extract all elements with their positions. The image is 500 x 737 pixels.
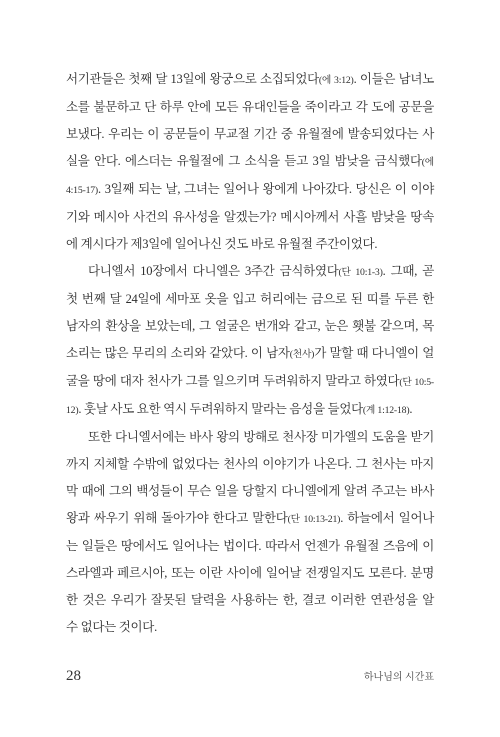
body-text [66, 66, 434, 641]
text-line: 굴을 땅에 대자 천사가 그를 일으키며 두려워하지 말라고 하였다(단 10:5- [66, 374, 434, 388]
text-line: 보냈다. 우리는 이 공문들이 무교절 기간 중 유월절에 발송되었다는 사 [66, 127, 434, 141]
parenthetical-text: (단 10:1-3) [338, 267, 383, 278]
parenthetical-text: (단 10:13-21) [287, 514, 341, 525]
parenthetical-text: 12) [66, 405, 79, 416]
text-line: 남자의 환상을 보았는데, 그 얼굴은 번개와 같고, 눈은 횃불 같으며, 목 [66, 319, 434, 333]
parenthetical-text: (에 [421, 157, 434, 168]
parenthetical-text: (단 10:5- [399, 377, 434, 388]
text-line: 까지 지체할 수밖에 없었다는 천사의 이야기가 나온다. 그 천사는 마지 [66, 457, 434, 471]
page-number: 28 [66, 668, 81, 684]
text-line: 또한 다니엘서에는 바사 왕의 방해로 천사장 미가엘의 도움을 받기 [88, 430, 434, 444]
text-line: 다니엘서 10장에서 다니엘은 3주간 금식하였다(단 10:1-3). 그때, 곧 [88, 264, 434, 278]
text-line: 에 계시다가 제3일에 일어나신 것도 바로 유월절 주간이었다. [66, 237, 378, 251]
paragraph [66, 424, 434, 641]
parenthetical-text: (계 1:12-18) [362, 405, 410, 416]
text-line: 스라엘과 페르시아, 또는 이란 사이에 일어날 전쟁일지도 모른다. 분명 [66, 566, 434, 580]
text-line: 는 일들은 땅에서도 일어나는 법이다. 따라서 언젠가 유월절 즈음에 이 [66, 539, 434, 553]
text-line: 소를 불문하고 단 하루 안에 모든 유대인들을 죽이라고 각 도에 공문을 [66, 100, 434, 114]
text-line: 왕과 싸우기 위해 돌아가야 한다고 말한다(단 10:13-21). 하늘에서 일어나 [66, 511, 434, 525]
running-title: 하나님의 시간표 [363, 672, 434, 683]
text-line: 12). 훗날 사도 요한 역시 두려워하지 말라는 음성을 들었다(계 1:12-18). [66, 402, 413, 416]
page-footer [66, 668, 434, 694]
paragraph [66, 258, 434, 424]
text-line: 소리는 많은 무리의 소리와 같았다. 이 남자(천사)가 말할 때 다니엘이 얼 [66, 346, 435, 360]
parenthetical-text: 4:15-17) [66, 185, 98, 196]
parenthetical-text: (에 3:12) [318, 75, 354, 86]
text-line: 수 없다는 것이다. [66, 620, 157, 634]
paragraph [66, 66, 434, 258]
text-line: 4:15-17). 3일째 되는 날, 그녀는 일어나 왕에게 나아갔다. 당신은 이 이야 [66, 182, 434, 196]
text-line: 한 것은 우리가 잘못된 달력을 사용하는 한, 결코 이러한 연관성을 알 [66, 593, 434, 607]
text-line: 첫 번째 달 24일에 세마포 옷을 입고 허리에는 금으로 된 띠를 두른 한 [66, 292, 434, 306]
text-line: 실을 안다. 에스더는 유월절에 그 소식을 듣고 3일 밤낮을 금식했다(에 [66, 154, 434, 168]
text-line: 기와 메시아 사건의 유사성을 알겠는가? 메시아께서 사흘 밤낮을 땅속 [66, 210, 434, 224]
text-line: 막 때에 그의 백성들이 무슨 일을 당할지 다니엘에게 알려 주고는 바사 [66, 484, 434, 498]
parenthetical-text: (천사) [289, 349, 315, 360]
text-line: 서기관들은 첫째 달 13일에 왕궁으로 소집되었다(에 3:12). 이들은 남녀노 [66, 72, 434, 86]
